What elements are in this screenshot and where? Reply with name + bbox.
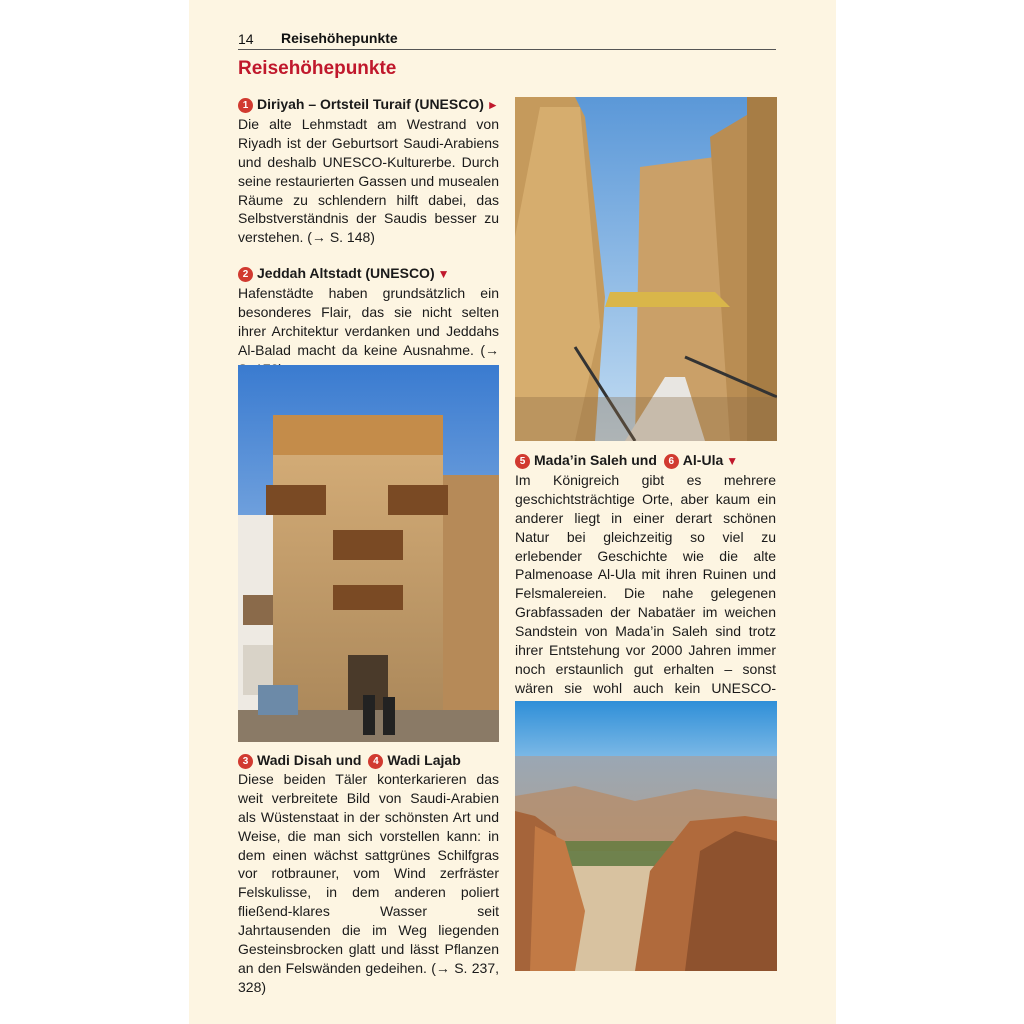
page-number: 14 [238,31,254,47]
number-badge: 5 [515,454,530,469]
number-badge: 3 [238,754,253,769]
entry-title-second: Al-Ula [682,452,724,468]
entry-heading [515,451,776,471]
entry-title-second: Wadi Lajab [387,752,461,768]
entry-title: Mada’in Saleh und [534,452,657,468]
running-header-title: Reisehöhepunkte [281,30,398,46]
entry-title: Diriyah – Ortsteil Turaif (UNESCO) [257,96,484,112]
diriyah-photo [515,97,777,441]
entry-madain-saleh [515,451,776,717]
entry-heading [238,95,499,115]
triangle-down-icon: ▼ [437,267,450,281]
entry-text: Hafenstädte haben grundsätzlich ein besonderes Flair, das sie nicht selten ihrer Architektur verdanken und Jeddahs Al-Balad macht da keine Ausnahme. (→ [238,284,499,358]
entry-jeddah [238,264,499,378]
entry-diriyah [238,95,499,247]
page-title: Reisehöhepunkte [238,58,397,79]
entry-wadi [238,751,499,997]
triangle-right-icon: ► [486,98,499,112]
entry-text: Die alte Lehmstadt am Westrand von Riyadh ist der Geburtsort Saudi-Arabiens und deshalb UNESCO-Kulturerbe. Durch seine restaurierten Gassen und musealen Räume zu schlendern hilft dabei, das Selbstverständnis der Saudis besser zu verstehen. (→ S. 148) [238,115,499,246]
entry-title: Jeddah Altstadt (UNESCO) [257,265,435,281]
number-badge: 1 [238,98,253,113]
number-badge: 6 [664,454,679,469]
entry-text: Diese beiden Täler konterkarieren das weit verbreitete Bild von Saudi-Arabien als Wüstenstaat in der schönsten Art und Weise, die man sich vorstellen kann: in dem einen wächst sattgrünes Schilfgras vor rotbrauner, vom Wind zerfräster Felskulisse, in dem anderen poliert fließend-klares Wasser seit Jahrtausenden die im Weg liegenden Gesteinsbrocken glatt und lässt Pflanzen an den Felswänden gedeihen. (→ S. 237, 328) [238,770,499,995]
running-header [238,30,776,50]
number-badge: 4 [368,754,383,769]
jeddah-photo [238,365,499,742]
entry-title: Wadi Disah und [257,752,362,768]
number-badge: 2 [238,267,253,282]
entry-heading [238,264,499,284]
entry-heading [238,751,499,770]
triangle-down-icon: ▼ [726,454,739,468]
entry-text: Im Königreich gibt es mehrere geschichtsträchtige Orte, aber kaum ein anderer liegt in einer derart schönen Natur bei gleichzeitig so viel zu erlebender Geschichte wie die alte Palmenoase Al-Ula mit ihren Ruinen und Felsmalereien. Die nahe gelegenen Grabfassaden der Nabatäer im weichen Sandstein von Mada’in Saleh sind trotz ihrer Entstehung vor 2000 Jahren immer noch erstaunlich gut erhalten – sonst wären sie wohl auch kein UNESCO- [515,471,776,696]
alula-photo [515,701,777,971]
